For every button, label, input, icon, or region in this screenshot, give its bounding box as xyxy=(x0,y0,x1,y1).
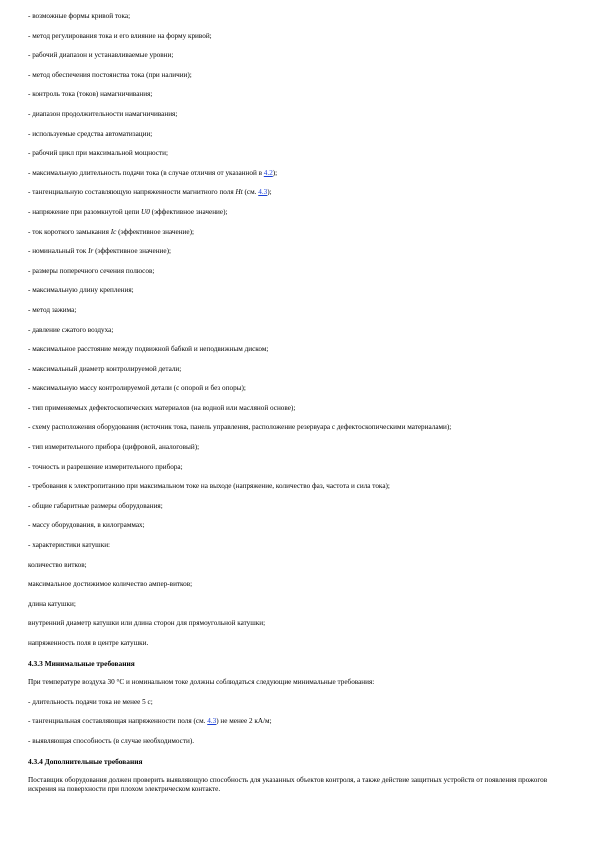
coil-item: внутренний диаметр катушки или длина сторон для прямоугольной катушки; xyxy=(28,619,266,628)
list-item-short-circuit: - ток короткого замыкания Ic (эффективное значение); xyxy=(28,227,194,236)
list-item: - размеры поперечного сечения полюсов; xyxy=(28,266,155,275)
list-item: - возможные формы кривой тока; xyxy=(28,12,131,20)
list-item: - рабочий цикл при максимальной мощности; xyxy=(28,149,169,158)
list-item: - точность и разрешение измерительного прибора; xyxy=(28,462,183,471)
list-item: - длительность подачи тока не менее 5 с; xyxy=(28,697,153,706)
list-item: - максимальную длину крепления; xyxy=(28,286,134,295)
list-item: - метод обеспечения постоянства тока (при наличии); xyxy=(28,70,192,79)
coil-item: длина катушки; xyxy=(28,599,76,608)
coil-item: количество витков; xyxy=(28,560,87,569)
list-item-tangential: - тангенциальную составляющую напряженности магнитного поля Ht (см. 4.3); xyxy=(28,188,272,197)
paragraph: При температуре воздуха 30 °C и номинальном токе должны соблюдаться следующие минимальные требования: xyxy=(28,678,375,687)
list-item: - давление сжатого воздуха; xyxy=(28,325,114,334)
section-heading: 4.3.4 Дополнительные требования xyxy=(28,756,143,766)
list-item: - требования к электропитанию при максимальном токе на выходе (напряжение, количество фаз, частота и сила тока); xyxy=(28,482,390,491)
list-item: - тип измерительного прибора (цифровой, аналоговый); xyxy=(28,443,200,452)
list-item-voltage: - напряжение при разомкнутой цепи U0 (эффективное значение); xyxy=(28,207,228,216)
list-item: - диапазон продолжительности намагничивания; xyxy=(28,109,178,118)
document-page xyxy=(28,12,568,794)
section-link[interactable]: 4.3 xyxy=(207,717,217,726)
list-item: - максимальный диаметр контролируемой детали; xyxy=(28,364,182,373)
coil-item: максимальное достижимое количество ампер-витков; xyxy=(28,580,193,589)
list-item: - используемые средства автоматизации; xyxy=(28,129,153,138)
section-link[interactable]: 4.2 xyxy=(263,168,273,177)
list-item: - максимальную массу контролируемой детали (с опорой и без опоры); xyxy=(28,384,246,393)
list-item: - общие габаритные размеры оборудования; xyxy=(28,501,163,510)
list-item: - рабочий диапазон и устанавливаемые уровни; xyxy=(28,51,174,60)
list-item: - метод регулирования тока и его влияние на форму кривой; xyxy=(28,31,212,40)
list-item-duration: - максимальную длительность подачи тока (в случае отличия от указанной в 4.2); xyxy=(28,168,278,177)
paragraph: Поставщик оборудования должен проверить выявляющую способность для указанных объектов контроля, а также действие защитных устройств от появления прожогов искрения на поверхности при плохом электрическом контакте. xyxy=(28,776,548,794)
list-item: - выявляющая способность (в случае необходимости). xyxy=(28,736,195,745)
coil-item: напряженность поля в центре катушки. xyxy=(28,639,149,647)
section-link[interactable]: 4.3 xyxy=(258,188,268,197)
list-item: - максимальное расстояние между подвижной бабкой и неподвижным диском; xyxy=(28,345,269,354)
list-item: - характеристики катушки: xyxy=(28,541,111,550)
section-heading: 4.3.3 Минимальные требования xyxy=(28,658,135,668)
list-item: - тип применяемых дефектоскопических материалов (на водной или масляной основе); xyxy=(28,403,296,412)
list-item-nominal: - номинальный ток Ir (эффективное значение); xyxy=(28,247,171,256)
list-item-field-strength: - тангенциальная составляющая напряженности поля (см. 4.3) не менее 2 кА/м; xyxy=(28,717,272,726)
list-item: - метод зажима; xyxy=(28,305,77,314)
list-item: - массу оборудования, в килограммах; xyxy=(28,521,145,530)
list-item: - схему расположения оборудования (источник тока, панель управления, расположение резервуара с дефектоскопическими материалами); xyxy=(28,423,452,432)
list-item: - контроль тока (токов) намагничивания; xyxy=(28,90,153,99)
